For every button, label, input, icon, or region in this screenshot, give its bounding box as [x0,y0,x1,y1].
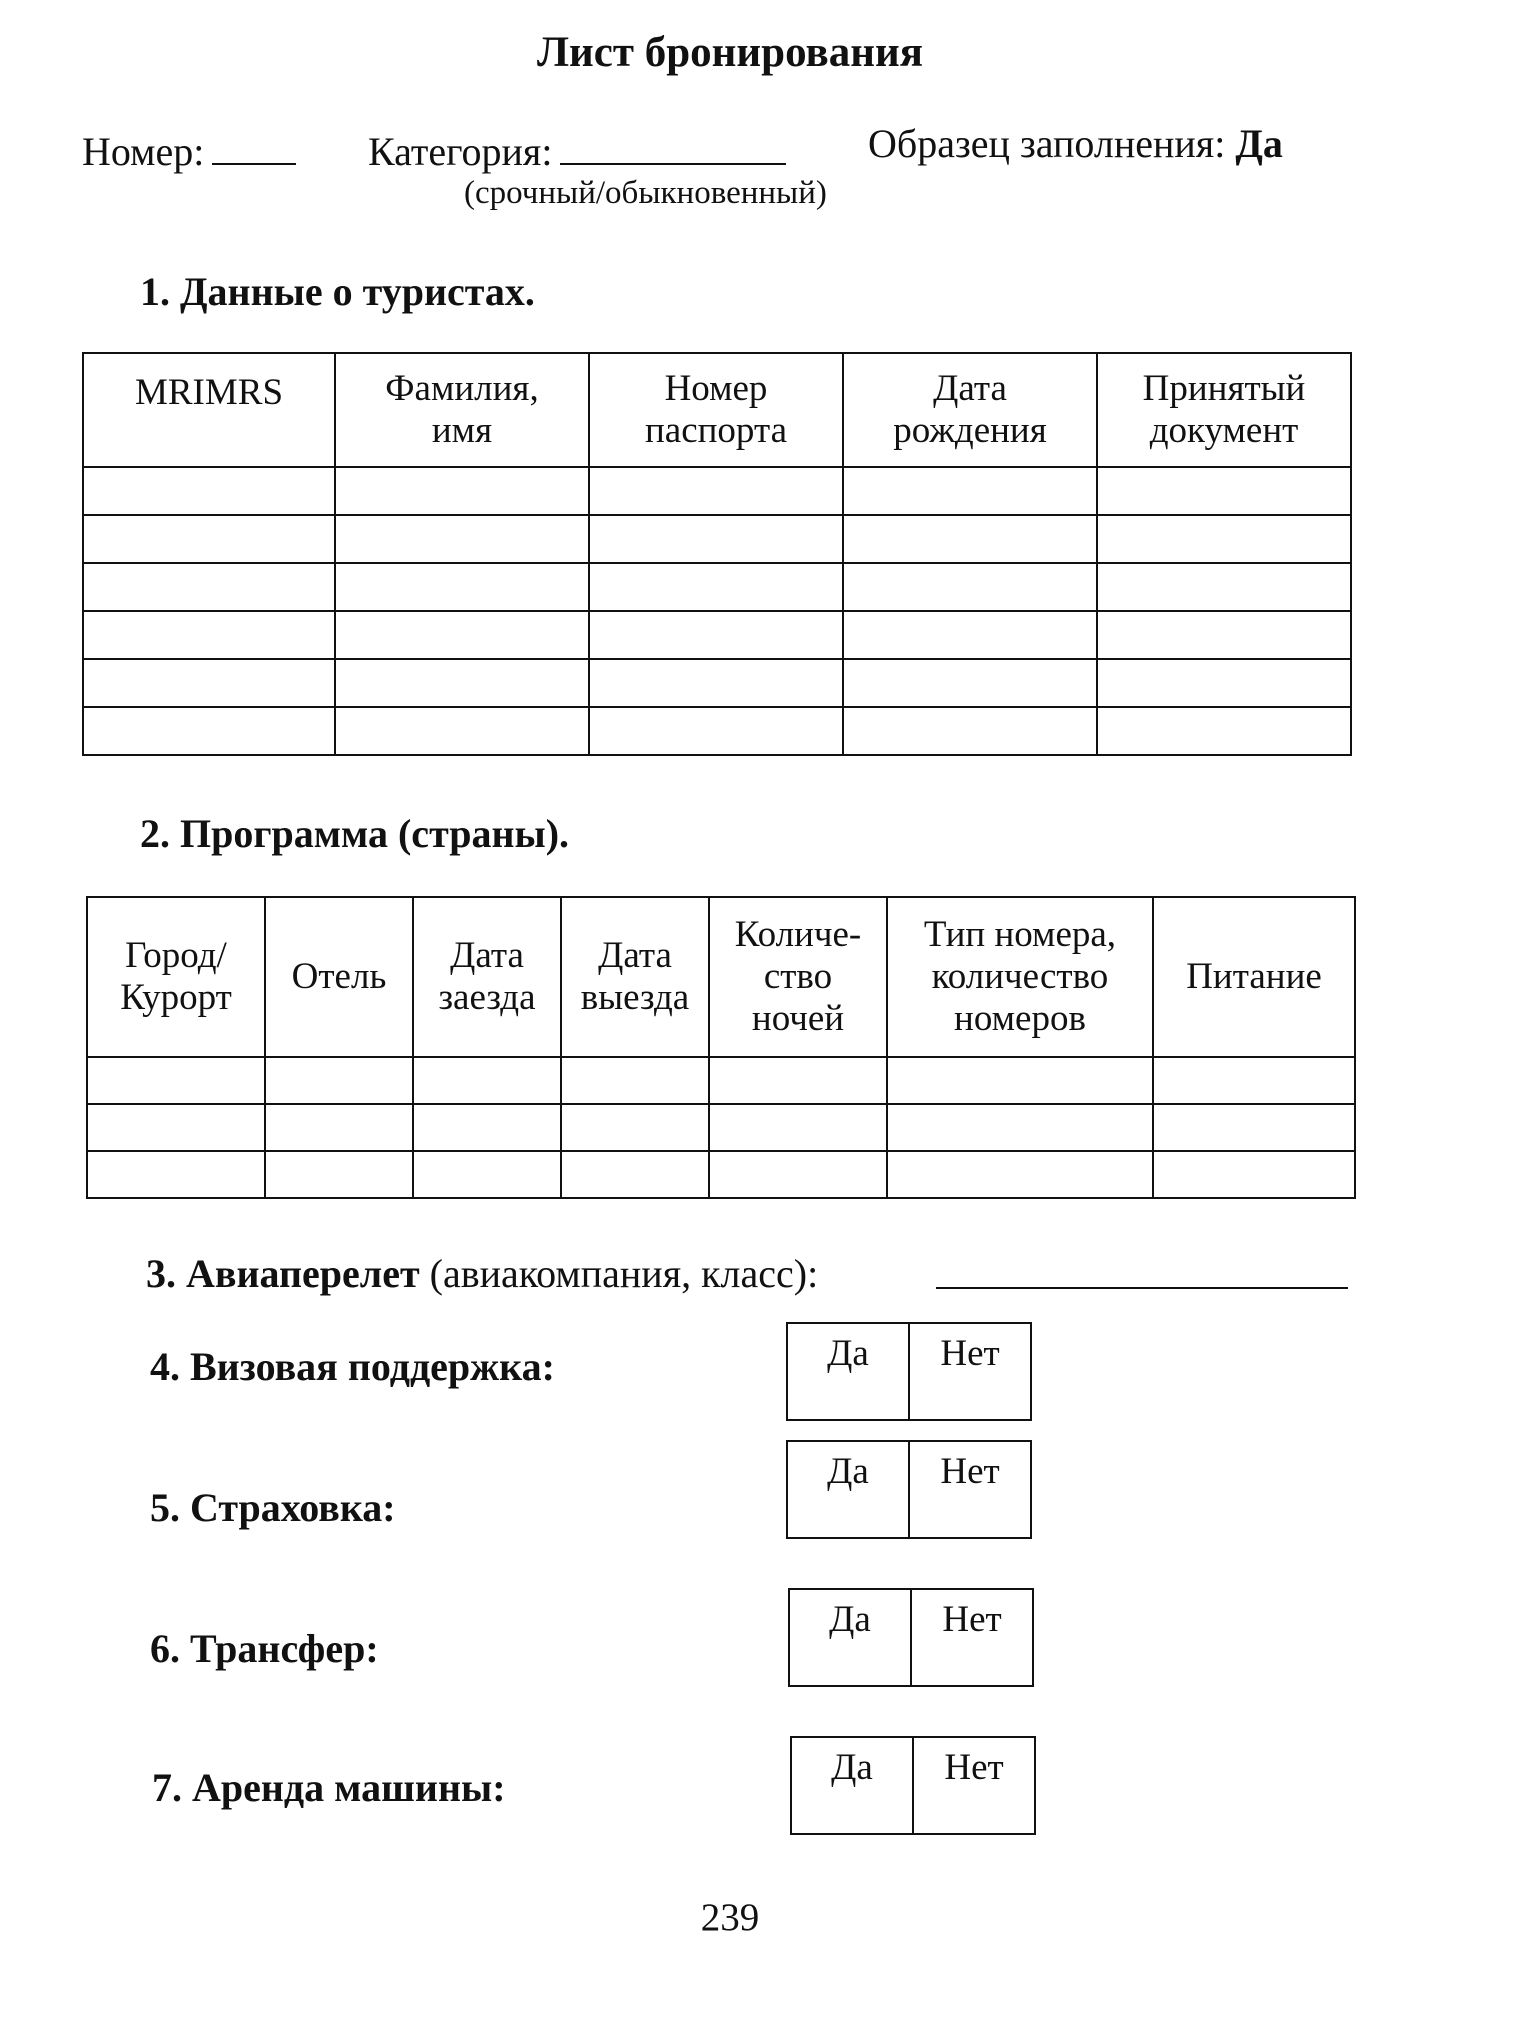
program-table-row [87,1057,1355,1104]
tourists-table-row [83,611,1351,659]
tourists-table-cell[interactable] [843,659,1097,707]
col-checkout: Дата выезда [561,897,709,1057]
tourists-table-cell[interactable] [589,515,843,563]
tourists-table-row [83,467,1351,515]
category-blank[interactable] [560,129,786,165]
program-table-cell[interactable] [709,1151,887,1198]
col-passport: Номер паспорта [589,353,843,467]
tourists-table [82,352,1352,756]
number-label: Номер: [82,129,205,174]
tourists-table-row [83,659,1351,707]
sample-label: Образец заполнения: [868,121,1226,166]
category-field [368,128,786,175]
tourists-table-cell[interactable] [843,611,1097,659]
program-header-row [87,897,1355,1057]
tourists-header-row [83,353,1351,467]
col-room-type: Тип номера, количество номеров [887,897,1153,1057]
program-table-cell[interactable] [561,1151,709,1198]
option-insurance-label: 5. Страховка: [150,1485,396,1530]
car-yes[interactable]: Да [791,1737,913,1834]
tourists-table-cell[interactable] [589,467,843,515]
tourists-table-cell[interactable] [843,563,1097,611]
section2-title: 2. Программа (страны). [140,811,570,856]
program-table-cell[interactable] [561,1104,709,1151]
option-transfer-choice [788,1588,1034,1687]
program-table-cell[interactable] [413,1057,561,1104]
program-table-cell[interactable] [561,1057,709,1104]
tourists-table-cell[interactable] [589,611,843,659]
col-mrimrs: MRIMRS [83,353,335,467]
tourists-table-cell[interactable] [335,515,589,563]
col-checkin: Дата заезда [413,897,561,1057]
category-hint: (срочный/обыкновенный) [464,175,827,211]
tourists-table-cell[interactable] [83,611,335,659]
tourists-table-cell[interactable] [843,707,1097,755]
program-table-cell[interactable] [709,1057,887,1104]
visa-no[interactable]: Нет [909,1323,1031,1420]
col-city: Город/ Курорт [87,897,265,1057]
tourists-table-cell[interactable] [335,707,589,755]
col-nights: Количе- ство ночей [709,897,887,1057]
insurance-no[interactable]: Нет [909,1441,1031,1538]
tourists-table-cell[interactable] [83,467,335,515]
flight-blank[interactable] [936,1287,1348,1289]
col-hotel: Отель [265,897,413,1057]
tourists-table-cell[interactable] [589,707,843,755]
page-number: 239 [700,1896,760,1939]
sample-value: Да [1235,121,1283,166]
program-table-cell[interactable] [265,1151,413,1198]
section3-title [146,1250,818,1297]
program-table-cell[interactable] [887,1151,1153,1198]
col-birthdate: Дата рождения [843,353,1097,467]
option-visa-choice [786,1322,1032,1421]
category-label: Категория: [368,129,553,174]
program-table-cell[interactable] [413,1151,561,1198]
tourists-table-row [83,515,1351,563]
program-table-cell[interactable] [413,1104,561,1151]
tourists-table-cell[interactable] [335,467,589,515]
tourists-table-cell[interactable] [589,563,843,611]
tourists-table-row [83,707,1351,755]
program-table-cell[interactable] [887,1104,1153,1151]
tourists-table-cell[interactable] [1097,515,1351,563]
program-table-cell[interactable] [87,1104,265,1151]
tourists-table-cell[interactable] [335,611,589,659]
transfer-no[interactable]: Нет [911,1589,1033,1686]
tourists-table-cell[interactable] [589,659,843,707]
tourists-table-cell[interactable] [1097,467,1351,515]
insurance-yes[interactable]: Да [787,1441,909,1538]
col-name: Фамилия, имя [335,353,589,467]
tourists-table-cell[interactable] [335,563,589,611]
tourists-table-cell[interactable] [843,467,1097,515]
option-transfer-label: 6. Трансфер: [150,1626,379,1671]
tourists-table-row [83,563,1351,611]
program-table-row [87,1104,1355,1151]
program-table-cell[interactable] [265,1057,413,1104]
program-table-row [87,1151,1355,1198]
col-document: Принятый документ [1097,353,1351,467]
tourists-table-cell[interactable] [335,659,589,707]
program-table-cell[interactable] [1153,1104,1355,1151]
program-table [86,896,1356,1199]
program-table-cell[interactable] [1153,1151,1355,1198]
transfer-yes[interactable]: Да [789,1589,911,1686]
program-table-cell[interactable] [1153,1057,1355,1104]
tourists-table-cell[interactable] [1097,707,1351,755]
tourists-table-cell[interactable] [843,515,1097,563]
tourists-table-cell[interactable] [83,707,335,755]
sample-field [868,120,1283,167]
section3-hint: (авиакомпания, класс): [429,1251,819,1296]
program-table-cell[interactable] [265,1104,413,1151]
tourists-table-cell[interactable] [1097,611,1351,659]
option-visa-label: 4. Визовая поддержка: [150,1344,555,1389]
number-field [82,128,296,175]
program-table-cell[interactable] [887,1057,1153,1104]
tourists-table-cell[interactable] [83,659,335,707]
tourists-table-cell[interactable] [83,515,335,563]
program-table-cell[interactable] [87,1151,265,1198]
col-meals: Питание [1153,897,1355,1057]
option-car-choice [790,1736,1036,1835]
section1-title: 1. Данные о туристах. [140,269,535,314]
option-car-label: 7. Аренда машины: [152,1765,506,1810]
page-title: Лист бронирования [536,29,924,76]
program-table-cell[interactable] [709,1104,887,1151]
tourists-table-cell[interactable] [1097,659,1351,707]
program-table-cell[interactable] [87,1057,265,1104]
tourists-table-cell[interactable] [1097,563,1351,611]
tourists-table-cell[interactable] [83,563,335,611]
option-insurance-choice [786,1440,1032,1539]
visa-yes[interactable]: Да [787,1323,909,1420]
section3-bold: 3. Авиаперелет [146,1251,420,1296]
car-no[interactable]: Нет [913,1737,1035,1834]
number-blank[interactable] [212,129,296,165]
